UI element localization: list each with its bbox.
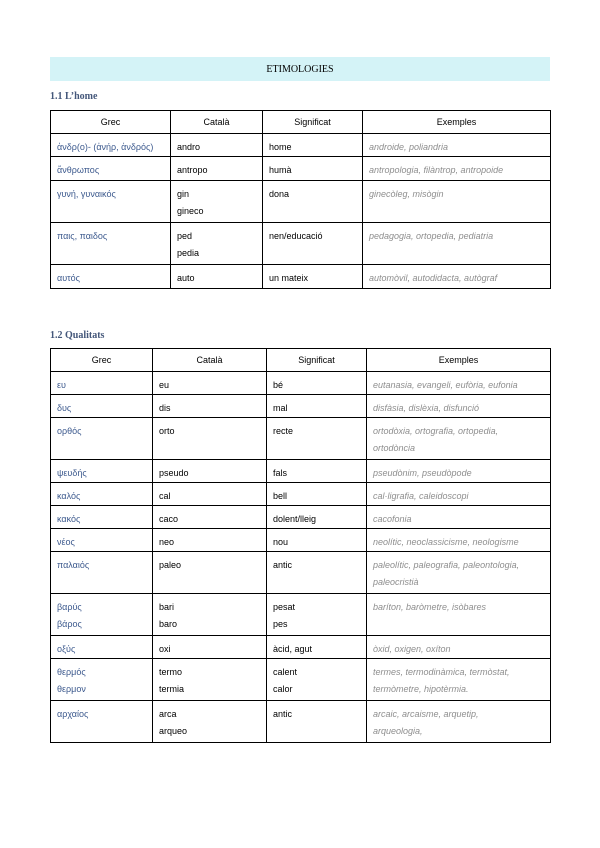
cell-significat	[267, 636, 367, 659]
cell-grec	[51, 223, 171, 265]
cell-exemples-line: pseudònim, pseudòpode	[373, 468, 472, 478]
section-title-lhome: 1.1 L’home	[50, 91, 98, 102]
cell-exemples	[367, 395, 551, 418]
cell-exemples-line: automòvil, autodidacta, autògraf	[369, 273, 498, 283]
cell-significat-line: dona	[269, 189, 290, 199]
cell-significat	[267, 552, 367, 594]
cell-catala	[153, 395, 267, 418]
table-qualitats	[50, 348, 551, 743]
cell-catala-line: baro	[159, 619, 178, 629]
cell-grec	[51, 636, 153, 659]
table-row	[51, 372, 551, 395]
cell-catala-line: pseudo	[159, 468, 189, 478]
header-significat: Significat	[267, 349, 367, 372]
cell-exemples	[367, 418, 551, 460]
cell-grec-line: θερμός	[57, 667, 86, 677]
cell-exemples-line: baríton, baròmetre, isòbares	[373, 602, 487, 612]
cell-catala	[171, 134, 263, 157]
cell-significat	[267, 483, 367, 506]
table-header-row	[51, 111, 551, 134]
cell-catala	[153, 460, 267, 483]
section-title-qualitats: 1.2 Qualitats	[50, 330, 105, 341]
cell-grec	[51, 506, 153, 529]
cell-exemples-line: androide, poliandria	[369, 142, 449, 152]
cell-exemples	[367, 483, 551, 506]
cell-grec-line: ευ	[57, 380, 66, 390]
cell-exemples-line: arcaic, arcaisme, arquetip,	[373, 709, 479, 719]
cell-catala-line: termia	[159, 684, 185, 694]
cell-significat-line: dolent/lleig	[273, 514, 317, 524]
cell-catala	[153, 636, 267, 659]
cell-exemples	[367, 529, 551, 552]
cell-grec-line: βαρύς	[57, 602, 82, 612]
cell-exemples-line: termes, termodinàmica, termòstat,	[373, 667, 510, 677]
cell-grec-line: νέος	[57, 537, 75, 547]
table-row	[51, 529, 551, 552]
cell-significat-line: mal	[273, 403, 288, 413]
cell-exemples	[367, 552, 551, 594]
cell-catala	[153, 506, 267, 529]
cell-exemples-line: paleolític, paleografia, paleontologia,	[373, 560, 520, 570]
table-row	[51, 701, 551, 743]
cell-significat-line: bé	[273, 380, 284, 390]
cell-grec	[51, 460, 153, 483]
table-row	[51, 636, 551, 659]
cell-grec-line: θερμον	[57, 684, 86, 694]
cell-grec-line: βάρος	[57, 619, 82, 629]
header-exemples: Exemples	[363, 111, 551, 134]
table-row	[51, 594, 551, 636]
table-row	[51, 181, 551, 223]
cell-significat-line: àcid, agut	[273, 644, 313, 654]
cell-catala-line: paleo	[159, 560, 182, 570]
cell-grec	[51, 659, 153, 701]
cell-grec	[51, 552, 153, 594]
cell-significat-line: nou	[273, 537, 289, 547]
cell-catala-line: ped	[177, 231, 193, 241]
cell-grec-line: παλαιός	[57, 560, 90, 570]
cell-exemples-line: pedagogia, ortopedia, pediatria	[369, 231, 494, 241]
cell-significat-line: calent	[273, 667, 298, 677]
cell-exemples-line: arqueologia,	[373, 726, 423, 736]
table-row	[51, 506, 551, 529]
cell-grec	[51, 181, 171, 223]
cell-exemples-line: eutanasia, evangeli, eufòria, eufonia	[373, 380, 518, 390]
cell-significat-line: un mateix	[269, 273, 309, 283]
header-catala: Català	[153, 349, 267, 372]
cell-catala	[171, 157, 263, 181]
table-row	[51, 659, 551, 701]
cell-grec-line: οξύς	[57, 644, 76, 654]
cell-catala-line: arca	[159, 709, 177, 719]
cell-exemples	[363, 134, 551, 157]
cell-exemples	[367, 701, 551, 743]
cell-exemples-line: termòmetre, hipotèrmia.	[373, 684, 469, 694]
cell-exemples-line: òxid, oxigen, oxíton	[373, 644, 451, 654]
cell-exemples	[367, 460, 551, 483]
cell-significat	[267, 460, 367, 483]
cell-significat	[267, 372, 367, 395]
cell-significat-line: antic	[273, 709, 293, 719]
cell-exemples	[363, 265, 551, 289]
header-catala: Català	[171, 111, 263, 134]
cell-catala-line: cal	[159, 491, 171, 501]
cell-exemples	[363, 223, 551, 265]
cell-exemples	[363, 181, 551, 223]
cell-exemples-line: paleocristià	[373, 577, 419, 587]
cell-catala-line: bari	[159, 602, 175, 612]
cell-significat-line: fals	[273, 468, 288, 478]
cell-grec	[51, 594, 153, 636]
table-row	[51, 265, 551, 289]
cell-significat	[267, 701, 367, 743]
cell-catala-line: termo	[159, 667, 183, 677]
cell-catala	[153, 701, 267, 743]
page-banner: ETIMOLOGIES	[50, 57, 550, 81]
cell-significat-line: pes	[273, 619, 288, 629]
table-row	[51, 483, 551, 506]
cell-grec-line: ορθός	[57, 426, 82, 436]
cell-grec	[51, 372, 153, 395]
cell-grec	[51, 395, 153, 418]
cell-catala-line: gineco	[177, 206, 204, 216]
cell-significat	[267, 659, 367, 701]
cell-exemples	[367, 506, 551, 529]
cell-catala	[171, 223, 263, 265]
cell-catala-line: orto	[159, 426, 175, 436]
cell-significat-line: bell	[273, 491, 288, 501]
cell-significat	[267, 594, 367, 636]
table-lhome	[50, 110, 551, 289]
cell-grec-line: ἄνθρωπος	[57, 165, 100, 175]
header-significat: Significat	[263, 111, 363, 134]
header-exemples: Exemples	[367, 349, 551, 372]
cell-significat-line: pesat	[273, 602, 296, 612]
cell-catala-line: arqueo	[159, 726, 188, 736]
cell-grec-line: κακός	[57, 514, 81, 524]
cell-grec-line: αυτός	[57, 273, 81, 283]
table-row	[51, 460, 551, 483]
cell-grec-line: καλός	[57, 491, 81, 501]
cell-catala	[153, 529, 267, 552]
cell-significat	[263, 265, 363, 289]
cell-grec	[51, 157, 171, 181]
table-row	[51, 157, 551, 181]
cell-significat-line: humà	[269, 165, 292, 175]
cell-exemples-line: cal·ligrafia, caleidoscopi	[373, 491, 469, 501]
cell-grec-line: αρχαίος	[57, 709, 89, 719]
cell-grec	[51, 529, 153, 552]
cell-catala-line: andro	[177, 142, 201, 152]
cell-exemples-line: ortodòncia	[373, 443, 416, 453]
table-header-row	[51, 349, 551, 372]
cell-catala-line: pedia	[177, 248, 200, 258]
table-row	[51, 418, 551, 460]
cell-significat	[263, 157, 363, 181]
cell-grec-line: ἀνδρ(ο)- (ἀνήρ, ἀνδρός)	[57, 142, 154, 152]
cell-significat-line: home	[269, 142, 292, 152]
cell-exemples-line: disfàsia, dislèxia, disfunció	[373, 403, 480, 413]
cell-exemples-line: cacofonia	[373, 514, 412, 524]
cell-grec	[51, 418, 153, 460]
cell-catala	[153, 659, 267, 701]
cell-significat-line: calor	[273, 684, 293, 694]
cell-significat	[267, 529, 367, 552]
cell-catala-line: oxi	[159, 644, 171, 654]
cell-catala-line: antropo	[177, 165, 208, 175]
cell-exemples	[367, 636, 551, 659]
cell-catala	[153, 594, 267, 636]
cell-significat-line: recte	[273, 426, 294, 436]
cell-significat	[263, 223, 363, 265]
cell-grec	[51, 134, 171, 157]
cell-significat-line: nen/educació	[269, 231, 323, 241]
cell-exemples-line: neolític, neoclassicisme, neologisme	[373, 537, 519, 547]
cell-exemples	[367, 659, 551, 701]
cell-grec-line: παις, παιδος	[57, 231, 108, 241]
table-row	[51, 223, 551, 265]
cell-significat	[263, 134, 363, 157]
cell-catala	[171, 181, 263, 223]
cell-grec-line: ψευδής	[57, 468, 87, 478]
cell-catala	[153, 483, 267, 506]
cell-catala	[153, 552, 267, 594]
cell-grec-line: δυς	[57, 403, 72, 413]
table-row	[51, 395, 551, 418]
cell-catala-line: gin	[177, 189, 190, 199]
cell-significat-line: antic	[273, 560, 293, 570]
header-grec: Grec	[51, 349, 153, 372]
table-row	[51, 552, 551, 594]
cell-significat	[267, 506, 367, 529]
table-row	[51, 134, 551, 157]
cell-grec	[51, 701, 153, 743]
cell-significat	[267, 418, 367, 460]
cell-exemples	[367, 372, 551, 395]
cell-catala	[171, 265, 263, 289]
cell-catala	[153, 418, 267, 460]
cell-exemples	[367, 594, 551, 636]
cell-grec	[51, 265, 171, 289]
cell-catala-line: auto	[177, 273, 195, 283]
cell-catala-line: dis	[159, 403, 171, 413]
cell-significat	[267, 395, 367, 418]
cell-exemples-line: ortodòxia, ortografia, ortopedia,	[373, 426, 499, 436]
cell-significat	[263, 181, 363, 223]
cell-catala-line: caco	[159, 514, 179, 524]
cell-exemples	[363, 157, 551, 181]
cell-grec-line: γυνή, γυναικός	[57, 189, 116, 199]
cell-exemples-line: ginecòleg, misògin	[369, 189, 444, 199]
cell-exemples-line: antropologia, filàntrop, antropoide	[369, 165, 504, 175]
header-grec: Grec	[51, 111, 171, 134]
cell-catala	[153, 372, 267, 395]
cell-catala-line: eu	[159, 380, 170, 390]
cell-grec	[51, 483, 153, 506]
cell-catala-line: neo	[159, 537, 175, 547]
